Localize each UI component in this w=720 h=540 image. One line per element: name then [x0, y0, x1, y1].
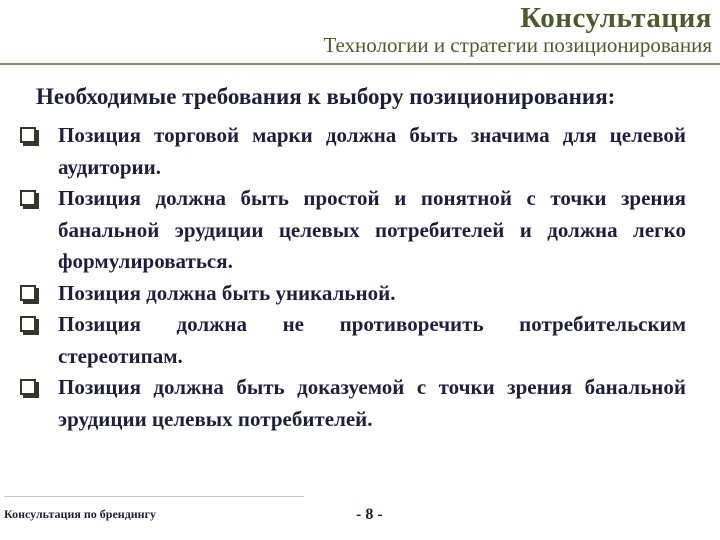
list-item-text: Позиция должна быть уникальной. [58, 280, 396, 305]
list-item [0, 309, 720, 372]
list-item-text: Позиция должна не противоречить потребительским стереотипам. [58, 312, 686, 368]
list-item [0, 120, 720, 183]
checkbox-bullet-icon [20, 285, 36, 301]
list-item-text: Позиция должна быть простой и понятной с точки зрения банальной эрудиции целевых потребителей и должна легко формулироваться. [58, 186, 686, 273]
checkbox-bullet-icon [20, 127, 36, 143]
page-subtitle: Технологии и стратегии позиционирования [323, 33, 712, 57]
page-number: - 8 - [356, 506, 383, 523]
checkbox-bullet-icon [20, 316, 36, 332]
requirements-list [0, 120, 720, 435]
list-item-text: Позиция должна быть доказуемой с точки зрения банальной эрудиции целевых потребителей. [58, 375, 686, 431]
footer-caption: Консультация по брендингу [4, 507, 157, 521]
list-item [0, 372, 720, 435]
page-title: Консультация [520, 2, 712, 34]
list-item [0, 183, 720, 278]
list-item [0, 278, 720, 310]
list-item-text: Позиция торговой марки должна быть значима для целевой аудитории. [58, 123, 686, 179]
checkbox-bullet-icon [20, 379, 36, 395]
checkbox-bullet-icon [20, 190, 36, 206]
footer-divider [4, 496, 304, 497]
section-heading: Необходимые требования к выбору позиционирования: [36, 84, 616, 109]
header-divider [0, 63, 720, 65]
